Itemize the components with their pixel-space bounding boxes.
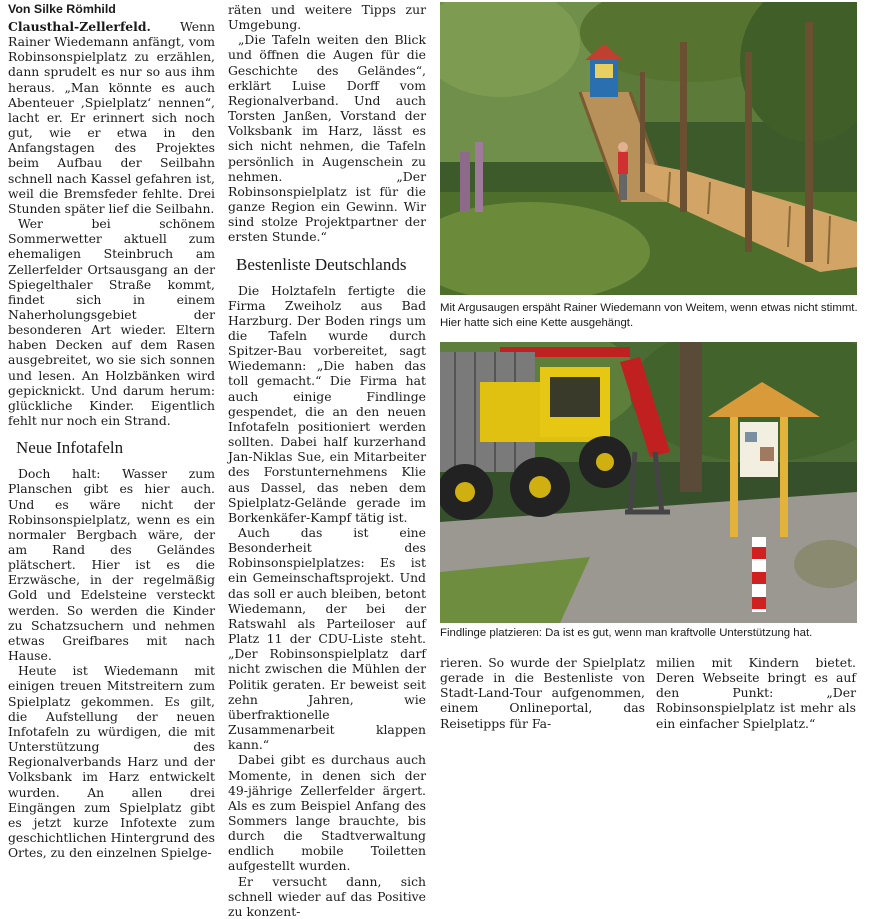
paragraph: Auch das ist eine Besonderheit des Robinsonspielplatzes: Es ist ein Gemeinschaftsprojekt. Und das soll er auch bleiben, betont Wiedemann, der bei der Ratswahl als Parteiloser auf Platz 11 der CDU-Liste steht. „Der Robinsonspielplatz darf nicht zwischen die Mühlen der Politik geraten. Er beweist seit zehn Jahren, wie überfraktionelle Zusammenarbeit klappen kann.“ [228,525,426,753]
paragraph: Wer bei schönem Sommerwetter aktuell zum ehemaligen Steinbruch am Zellerfelder Ortsausgang an der Spiegelthaler Straße kommt, findet sich in einem Naherholungsgebiet der besonderen Art wieder. Eltern haben Decken auf dem Rasen ausgebreitet, wo sie sich sonnen und lesen. An Holzbänken wird gepicknickt. Und darum herum: glückliche Kinder. Eigentlich fehlt nur noch ein Strand. [8,216,215,429]
paragraph: Dabei gibt es durchaus auch Momente, in denen sich der 49-jährige Zellerfelder ärgert. Als es zum Beispiel Anfang des Sommers lange brauchte, bis durch die Stadtverwaltung endlich mobile Toiletten aufgestellt wurden. [228,752,426,874]
paragraph: rieren. So wurde der Spielplatz gerade in die Bestenliste von Stadt-Land-Tour aufgenommen, einem Onlineportal, das Reisetipps für Fa- [440,655,645,731]
subheading-bestenliste: Bestenliste Deutschlands [236,254,407,274]
paragraph: räten und weitere Tipps zur Umgebung. [228,2,426,33]
article-column-4 [656,655,856,731]
paragraph: Heute ist Wiedemann mit einigen treuen Mitstreitern zum Spielplatz gekommen. Es gilt, die Aufstellung der neuen Infotafeln zu würdigen, die mit Unterstützung des Regionalverbands Harz und der Volksbank im Harz entwickelt wurden. An allen drei Eingängen zum Spielplatz gibt es jetzt kurze Infotexte zum geschichtlichen Hintergrund des Ortes, zu den einzelnen Spielge- [8,663,215,861]
playground-bridge-image [440,2,857,295]
paragraph-text: Wenn Rainer Wiedemann anfängt, vom Robinsonspielplatz zu erzählen, dann sprudelt es nur so aus ihm heraus. „Man könnte es auch Abenteuer ‚Spielplatz‘ nennen“, lacht er. Er erinnert sich noch gut, wie er etwa in den Anfangstagen des Projektes beim Aufbau der Seilbahn schnell nach Kassel gefahren ist, weil die Bremsfeder fehlte. Drei Stunden später lief die Seilbahn. [8,19,215,216]
forestry-machine-image [440,342,857,623]
paragraph: Doch halt: Wasser zum Planschen gibt es hier auch. Und es wäre nicht der Robinsonspielplatz, wenn es ein normaler Bergbach wäre, der am Rand des Geländes plätschert. Hier ist es die Erzwäsche, in der regelmäßig Gold und Edelsteine versteckt werden. So werden die Kinder zu Schatzsuchern und nehmen etwas Greifbares mit nach Hause. [8,466,215,664]
photo-forestry-machine [440,342,857,623]
paragraph: Er versucht dann, sich schnell wieder auf das Positive zu konzent- [228,873,426,919]
photo-caption-2: Findlinge platzieren: Da ist es gut, wenn man kraftvolle Unterstützung hat. [440,627,813,639]
paragraph: „Die Tafeln weiten den Blick und öffnen die Augen für die Geschichte des Geländes“, erklärt Luise Dorff vom Regionalverband. Und auch Torsten Janßen, Vorstand der Volksbank im Harz, lässt es sich nicht nehmen, die Tafeln persönlich in Augenschein zu nehmen. „Der Robinsonspielplatz ist für die ganze Region ein Gewinn. Wir sind stolze Projektpartner der ersten Stunde.“ [228,32,426,245]
author-line: Von Silke Römhild [8,2,116,16]
paragraph: Die Holztafeln fertigte die Firma Zweiholz aus Bad Harzburg. Der Boden rings um die Tafeln wurde durch Spitzer-Bau vorbereitet, sagt Wiedemann: „Die haben das toll gemacht.“ Die Firma hat auch einige Findlinge gespendet, die an den neuen Infotafeln positioniert werden sollten. Dabei half kurzerhand Jan-Niklas Sue, ein Mitarbeiter des Forstunternehmens Klie aus Dassel, das neben dem Spielplatz-Gelände gerade im Borkenkäfer-Kampf tätig ist. [228,282,426,525]
paragraph: milien mit Kindern bietet. Deren Webseite bringt es auf den Punkt: „Der Robinsonspielplatz ist mehr als ein einfacher Spielplatz.“ [656,655,856,731]
article-column-1 [8,2,215,860]
subheading-neue-infotafeln: Neue Infotafeln [16,438,124,458]
dateline: Clausthal-Zellerfeld. [8,19,151,34]
paragraph [8,19,215,216]
photo-caption-1: Mit Argusaugen erspäht Rainer Wiedemann von Weitem, wenn etwas nicht stimmt. Hier hatte sich eine Kette ausgehängt. [440,302,858,329]
article-column-3 [440,655,645,731]
photo-playground-bridge [440,2,857,295]
article-column-2 [228,2,426,919]
